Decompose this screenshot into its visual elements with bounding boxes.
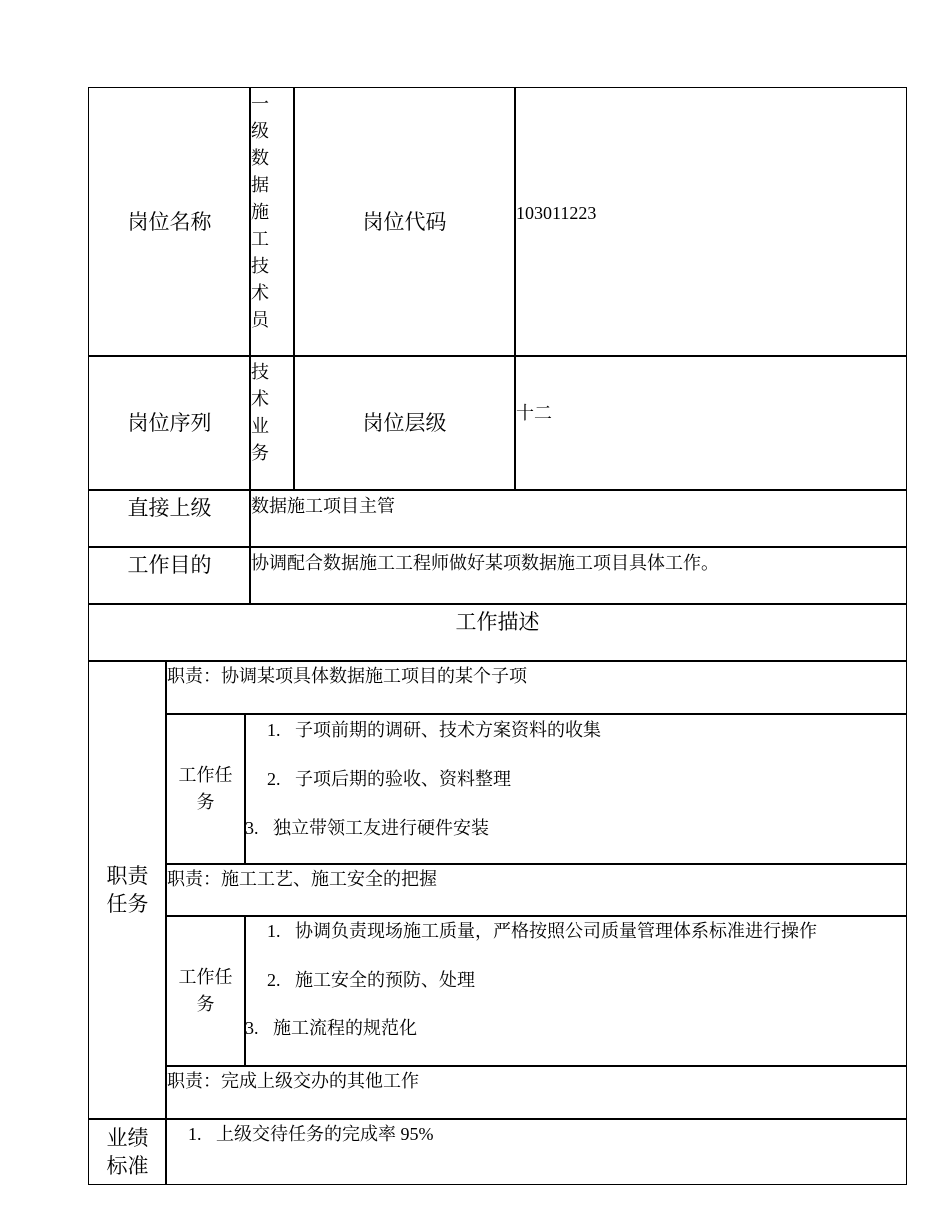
task-text: 独立带领工友进行硬件安装	[273, 818, 489, 838]
post-seq-label-cell	[88, 355, 251, 491]
task-number: 3.	[245, 1018, 259, 1038]
task-number: 3.	[245, 818, 259, 838]
post-code-value: 103011223	[516, 203, 597, 223]
duty-title: 职责：协调某项具体数据施工项目的某个子项	[167, 666, 527, 686]
post-level-label-cell	[293, 355, 516, 491]
task-text: 施工流程的规范化	[273, 1018, 417, 1038]
post-code-label: 岗位代码	[362, 210, 447, 234]
task-text: 施工安全的预防、处理	[295, 970, 475, 990]
purpose-label: 工作目的	[127, 553, 212, 577]
performance-number: 1.	[188, 1124, 202, 1144]
task-item	[267, 767, 511, 791]
post-name-label: 岗位名称	[127, 210, 212, 234]
post-seq-label: 岗位序列	[127, 411, 212, 435]
duties-label-cell	[88, 660, 167, 1120]
task-label-cell	[165, 713, 246, 865]
purpose-value: 协调配合数据施工工程师做好某项数据施工项目具体工作。	[251, 553, 719, 573]
post-level-label: 岗位层级	[362, 411, 447, 435]
performance-text: 上级交待任务的完成率 95%	[216, 1124, 434, 1144]
task-list-cell	[244, 915, 907, 1067]
performance-label-cell	[88, 1118, 167, 1185]
task-item	[245, 1016, 417, 1040]
task-item	[245, 816, 489, 840]
duties-label: 职责任务	[106, 864, 149, 916]
task-number: 1.	[267, 720, 281, 740]
task-item	[267, 919, 817, 943]
post-code-value-cell	[514, 87, 907, 357]
purpose-label-cell	[88, 546, 251, 605]
purpose-value-cell	[249, 546, 907, 605]
task-text: 子项后期的验收、资料整理	[295, 769, 511, 789]
superior-label-cell	[88, 489, 251, 548]
post-seq-value-cell	[249, 355, 295, 491]
post-level-value-cell	[514, 355, 907, 491]
task-number: 2.	[267, 970, 281, 990]
duty-title-cell	[165, 863, 907, 917]
post-code-label-cell	[293, 87, 516, 357]
superior-label: 直接上级	[127, 496, 212, 520]
task-label: 工作任务	[178, 765, 233, 812]
duty-title: 职责：完成上级交办的其他工作	[167, 1071, 419, 1091]
description-title-cell	[88, 603, 907, 662]
task-list-cell	[244, 713, 907, 865]
post-name-value-cell	[249, 87, 295, 357]
post-name-value: 一级数据施工技术员	[251, 94, 269, 330]
duty-title-cell	[165, 1065, 907, 1120]
task-label: 工作任务	[178, 967, 233, 1014]
post-name-label-cell	[88, 87, 251, 357]
superior-value: 数据施工项目主管	[251, 496, 395, 516]
duty-title: 职责：施工工艺、施工安全的把握	[167, 869, 437, 889]
post-seq-value: 技术业务	[251, 362, 269, 463]
task-item	[267, 718, 601, 742]
task-text: 协调负责现场施工质量，严格按照公司质量管理体系标准进行操作	[295, 921, 817, 941]
performance-label: 业绩标准	[106, 1125, 149, 1178]
task-number: 1.	[267, 921, 281, 941]
task-number: 2.	[267, 769, 281, 789]
superior-value-cell	[249, 489, 907, 548]
task-item	[267, 968, 475, 992]
description-title: 工作描述	[455, 610, 540, 634]
post-level-value: 十二	[516, 403, 552, 423]
duty-title-cell	[165, 660, 907, 715]
performance-value-cell	[165, 1118, 907, 1185]
task-text: 子项前期的调研、技术方案资料的收集	[295, 720, 601, 740]
task-label-cell	[165, 915, 246, 1067]
performance-item	[188, 1122, 434, 1146]
